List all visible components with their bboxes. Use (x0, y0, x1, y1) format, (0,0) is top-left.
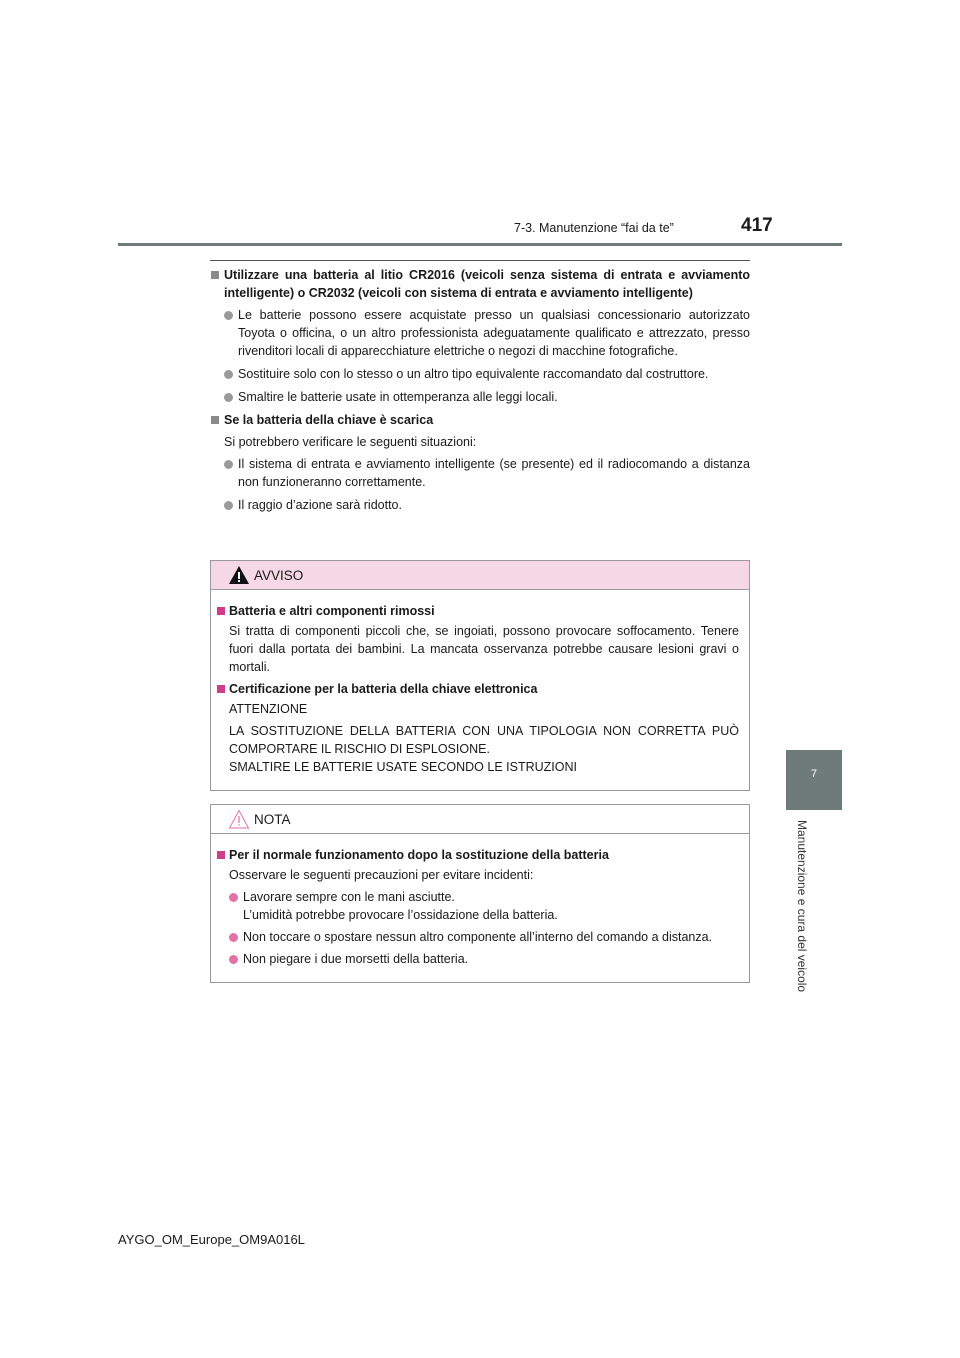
warning-triangle-icon (228, 565, 250, 585)
bullet-item: Le batterie possono essere acquistate presso un qualsiasi concessionario autorizzato Toyota o officina, o un altro professionista adeguatamente qualificato e attrezzato, presso rivenditori locali di apparecchiature elettriche o negozi di macchine fotografiche. (210, 306, 750, 360)
round-bullet-icon (229, 933, 238, 942)
warning-title: AVVISO (254, 568, 304, 583)
warning-item-text: LA SOSTITUZIONE DELLA BATTERIA CON UNA TIPOLOGIA NON CORRETTA PUÒ COMPORTARE IL RISCHIO DI ESPLOSIONE. (229, 724, 739, 756)
bullet-item: Sostituire solo con lo stesso o un altro tipo equivalente raccomandato dal costruttore. (210, 365, 750, 383)
round-bullet-icon (229, 893, 238, 902)
main-content (210, 266, 750, 519)
section-heading: Se la batteria della chiave è scarica (210, 411, 750, 429)
square-bullet-icon (217, 685, 225, 693)
page-number: 417 (741, 215, 773, 236)
chapter-tab[interactable] (786, 750, 842, 810)
note-bullet: Non toccare o spostare nessun altro componente all’interno del comando a distanza. (217, 928, 739, 946)
warning-item-text: SMALTIRE LE BATTERIE USATE SECONDO LE ISTRUZIONI (229, 760, 577, 774)
section-title: 7-3. Manutenzione “fai da te” (514, 221, 674, 235)
bullet-item: Il sistema di entrata e avviamento intelligente (se presente) ed il radiocomando a distanza non funzioneranno correttamente. (210, 455, 750, 491)
content-divider (210, 260, 750, 261)
bullet-item: Smaltire le batterie usate in ottemperanza alle leggi locali. (210, 388, 750, 406)
square-bullet-icon (211, 271, 219, 279)
section-heading: Utilizzare una batteria al litio CR2016 (veicoli senza sistema di entrata e avviamento intelligente) o CR2032 (veicoli con sistema di entrata e avviamento intelligente) (210, 266, 750, 302)
warning-item-heading: Batteria e altri componenti rimossi (217, 602, 739, 620)
section-intro: Si potrebbero verificare le seguenti situazioni: (224, 435, 477, 449)
note-heading: Per il normale funzionamento dopo la sostituzione della batteria (217, 846, 739, 864)
document-id: AYGO_OM_Europe_OM9A016L (118, 1232, 305, 1247)
caution-triangle-icon (228, 809, 250, 829)
round-bullet-icon (224, 460, 233, 469)
bullet-item: Il raggio d’azione sarà ridotto. (210, 496, 750, 514)
square-bullet-icon (217, 607, 225, 615)
round-bullet-icon (229, 955, 238, 964)
warning-header (211, 561, 749, 590)
round-bullet-icon (224, 370, 233, 379)
note-bullet: Lavorare sempre con le mani asciutte. L’umidità potrebbe provocare l’ossidazione della batteria. (217, 888, 739, 924)
note-box (210, 804, 750, 983)
warning-item-heading: Certificazione per la batteria della chiave elettronica (217, 680, 739, 698)
warning-item-text: Si tratta di componenti piccoli che, se ingoiati, possono provocare soffocamento. Tenere fuori dalla portata dei bambini. La mancata osservanza potrebbe causare lesioni gravi o mortali. (229, 624, 739, 674)
note-intro: Osservare le seguenti precauzioni per evitare incidenti: (229, 868, 534, 882)
header-divider (118, 243, 842, 246)
note-header (211, 805, 749, 834)
chapter-label: Manutenzione e cura del veicolo (795, 820, 809, 993)
square-bullet-icon (211, 416, 219, 424)
note-bullet: Non piegare i due morsetti della batteria. (217, 950, 739, 968)
round-bullet-icon (224, 393, 233, 402)
round-bullet-icon (224, 311, 233, 320)
chapter-number: 7 (810, 768, 818, 780)
note-title: NOTA (254, 812, 291, 827)
warning-box (210, 560, 750, 791)
round-bullet-icon (224, 501, 233, 510)
warning-item-text: ATTENZIONE (229, 702, 308, 716)
square-bullet-icon (217, 851, 225, 859)
